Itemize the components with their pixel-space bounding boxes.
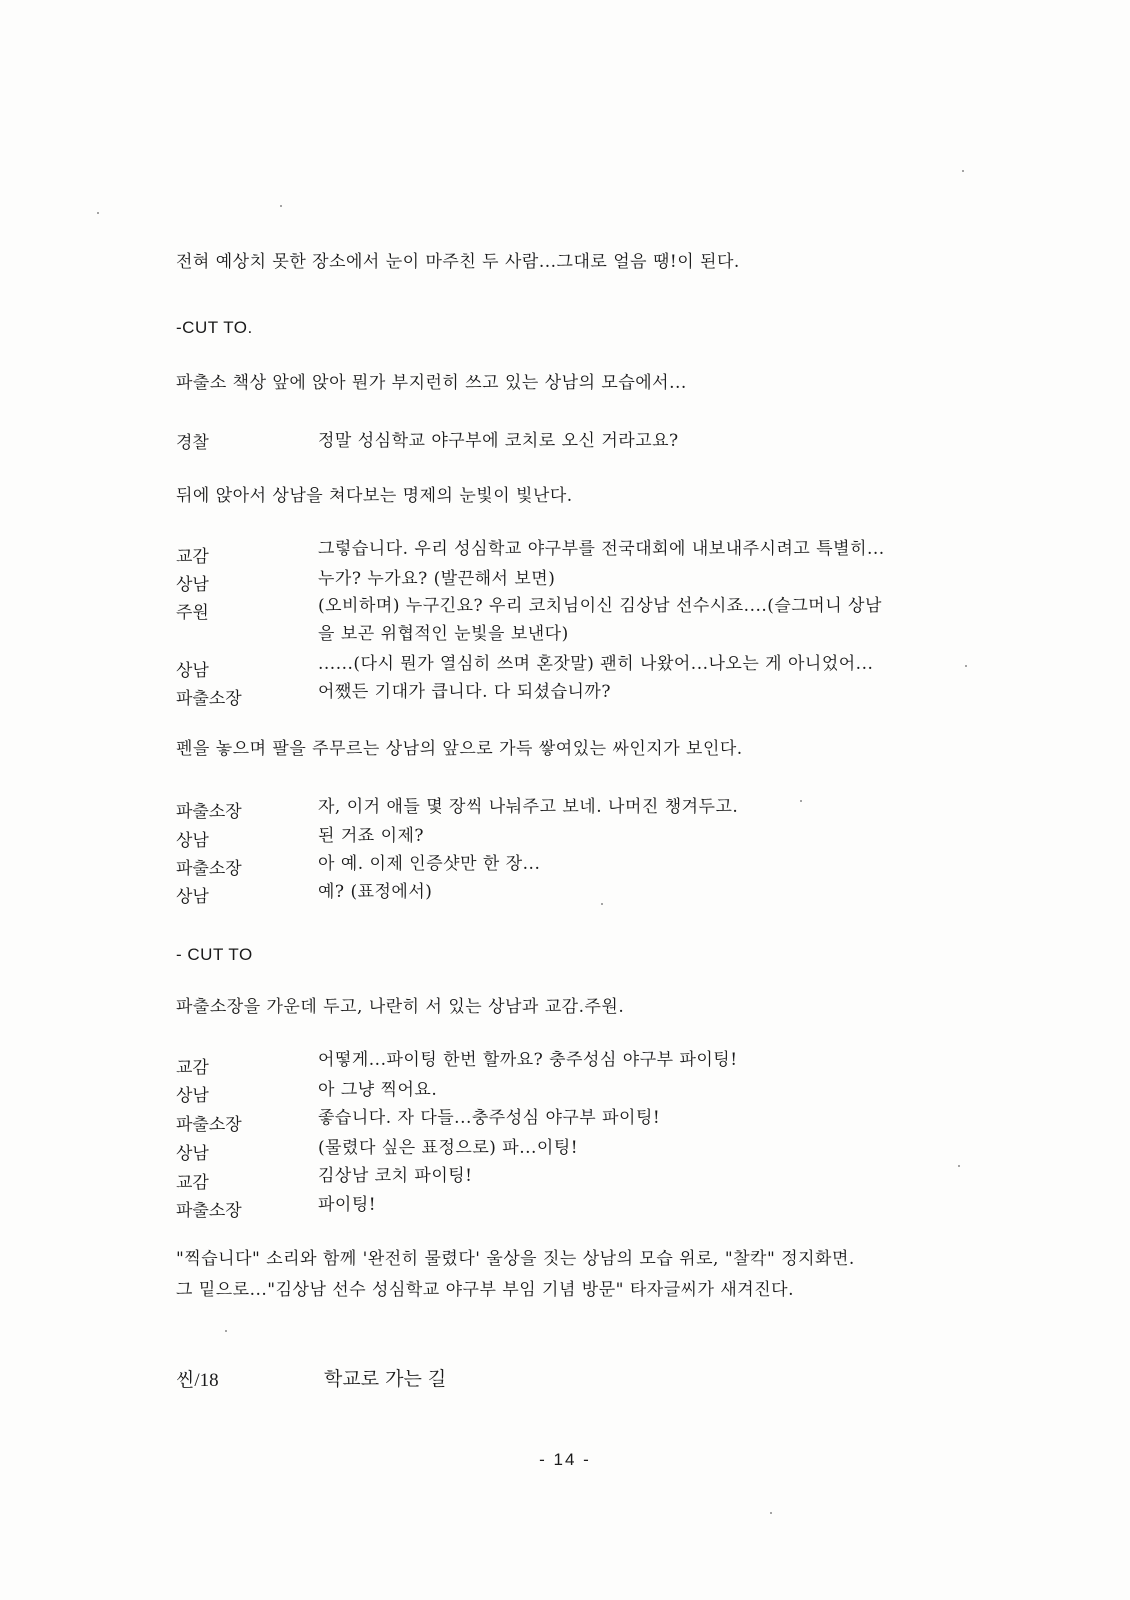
dialogue-line: 자, 이거 애들 몇 장씩 나눠주고 보네. 나머진 챙겨두고. bbox=[318, 797, 739, 817]
dialogue-line: 예? (표정에서) bbox=[318, 882, 433, 902]
scan-speck bbox=[958, 1165, 960, 1167]
scan-speck bbox=[225, 1330, 227, 1332]
action-line: "찍습니다" 소리와 함께 '완전히 물렸다' 울상을 짓는 상남의 모습 위로, "찰칵" 정지화면. bbox=[176, 1249, 855, 1269]
dialogue-line: 을 보곤 위협적인 눈빛을 보낸다) bbox=[318, 624, 569, 644]
speaker-label: 교감 bbox=[176, 1058, 209, 1078]
speaker-label: 파출소장 bbox=[176, 1115, 242, 1135]
cut-to-label: -CUT TO. bbox=[176, 318, 253, 337]
speaker-label: 주원 bbox=[176, 603, 209, 623]
speaker-label: 상남 bbox=[176, 887, 209, 907]
speaker-label: 파출소장 bbox=[176, 1201, 242, 1221]
scan-speck bbox=[965, 665, 967, 667]
dialogue-line: ......(다시 뭔가 열심히 쓰며 혼잣말) 괜히 나왔어...나오는 게 아니었어... bbox=[318, 654, 874, 674]
speaker-label: 상남 bbox=[176, 1144, 209, 1164]
dialogue-line: (물렸다 싶은 표정으로) 파...이팅! bbox=[318, 1138, 579, 1158]
action-line: 뒤에 앉아서 상남을 쳐다보는 명제의 눈빛이 빛난다. bbox=[176, 486, 573, 506]
dialogue-line: 파이팅! bbox=[318, 1195, 377, 1215]
dialogue-line: 정말 성심학교 야구부에 코치로 오신 거라고요? bbox=[318, 431, 679, 451]
dialogue-line: 어쨌든 기대가 큽니다. 다 되셨습니까? bbox=[318, 682, 611, 702]
action-line: 파출소 책상 앞에 앉아 뭔가 부지런히 쓰고 있는 상남의 모습에서... bbox=[176, 373, 687, 393]
dialogue-line: 아 예. 이제 인증샷만 한 장... bbox=[318, 854, 541, 874]
action-line: 파출소장을 가운데 두고, 나란히 서 있는 상남과 교감.주원. bbox=[176, 997, 625, 1017]
scan-speck bbox=[770, 1512, 772, 1514]
scene-title: 학교로 가는 길 bbox=[324, 1368, 447, 1390]
speaker-label: 경찰 bbox=[176, 433, 209, 453]
speaker-label: 파출소장 bbox=[176, 802, 242, 822]
speaker-label: 파출소장 bbox=[176, 689, 242, 709]
speaker-label: 상남 bbox=[176, 661, 209, 681]
scan-speck bbox=[97, 212, 99, 214]
scan-speck bbox=[800, 800, 802, 802]
speaker-label: 교감 bbox=[176, 547, 209, 567]
speaker-label: 상남 bbox=[176, 575, 209, 595]
action-line: 그 밑으로..."김상남 선수 성심학교 야구부 부임 기념 방문" 타자글씨가 새겨진다. bbox=[176, 1280, 794, 1300]
action-line: 전혀 예상치 못한 장소에서 눈이 마주친 두 사람...그대로 얼음 땡!이 된다. bbox=[176, 252, 740, 272]
dialogue-line: 그렇습니다. 우리 성심학교 야구부를 전국대회에 내보내주시려고 특별히... bbox=[318, 539, 885, 559]
dialogue-line: 좋습니다. 자 다들...충주성심 야구부 파이팅! bbox=[318, 1108, 661, 1128]
scan-speck bbox=[601, 903, 603, 905]
scan-speck bbox=[280, 205, 282, 207]
dialogue-line: (오비하며) 누구긴요? 우리 코치님이신 김상남 선수시죠....(슬그머니 상남 bbox=[318, 596, 882, 616]
cut-to-label: - CUT TO bbox=[176, 945, 253, 964]
scene-number: 씬/18 bbox=[176, 1370, 219, 1391]
speaker-label: 교감 bbox=[176, 1173, 209, 1193]
scan-speck bbox=[962, 170, 964, 172]
speaker-label: 상남 bbox=[176, 1086, 209, 1106]
dialogue-line: 된 거죠 이제? bbox=[318, 826, 425, 846]
action-line: 펜을 놓으며 팔을 주무르는 상남의 앞으로 가득 쌓여있는 싸인지가 보인다. bbox=[176, 739, 743, 759]
dialogue-line: 김상남 코치 파이팅! bbox=[318, 1166, 473, 1186]
dialogue-line: 아 그냥 찍어요. bbox=[318, 1080, 438, 1100]
dialogue-line: 누가? 누가요? (발끈해서 보면) bbox=[318, 569, 556, 589]
speaker-label: 파출소장 bbox=[176, 859, 242, 879]
speaker-label: 상남 bbox=[176, 831, 209, 851]
dialogue-line: 어떻게...파이팅 한번 할까요? 충주성심 야구부 파이팅! bbox=[318, 1050, 738, 1070]
page-number: - 14 - bbox=[539, 1450, 591, 1469]
